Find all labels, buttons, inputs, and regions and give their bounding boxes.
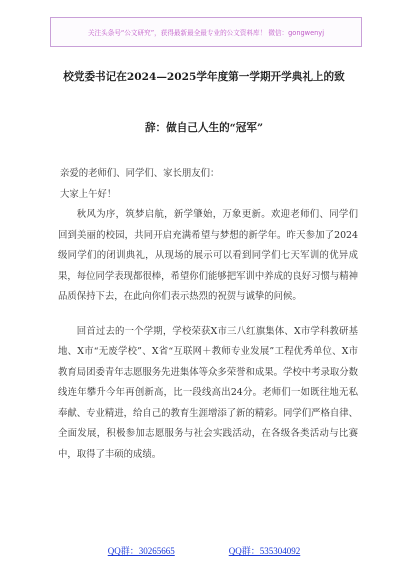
document-title-line-1: 校党委书记在2024—2025学年度第一学期开学典礼上的致 <box>63 71 345 83</box>
body-paragraph: 回首过去的一个学期，学校荣获X市三八红旗集体、X市学科教研基地、X市“无废学校”、X省“互联网＋教师专业发展”工程优秀单位、X市教育局团委青年志愿服务先进集体等众多荣誉和成果。学校中考录取分数线连年攀升今年再创新高，比一段线高出24分。老师们一如既往地无私奉献、专业精进，给自己的教育生涯增添了新的精彩。同学们严格自律、全面发展，积极参加志愿服务与社会实践活动，在各级各类活动与比赛中，取得了丰硕的成绩。 <box>58 325 359 460</box>
qq-group-link-1[interactable]: QQ群：30265665 <box>107 546 175 556</box>
salutation-line: 大家上午好！ <box>60 188 117 200</box>
promo-header-banner <box>50 17 362 47</box>
promo-header-text: 关注头条号“公文研究”，获得最新最全最专业的公文资料库！ 微信：gongwenyj <box>87 29 325 37</box>
body-paragraph: 秋风为序，筑梦启航，新学肇始，万象更新。欢迎老师们、同学们回到美丽的校园，共同开启充满希望与梦想的新学年。昨天参加了2024级同学们的闭训典礼，从现场的展示可以看到同学们七天军训的优异成果，每位同学表现都很棒，希望你们能够把军训中养成的良好习惯与精神品质保持下去，在此向你们表示热烈的祝贺与诚挚的问候。 <box>58 209 359 302</box>
footer-contact <box>0 544 408 557</box>
document-body <box>58 164 358 465</box>
qq-group-link-2[interactable]: QQ群：535304092 <box>228 546 301 556</box>
document-title-line-2: 辞：做自己人生的“冠军” <box>144 122 264 134</box>
greeting-line: 亲爱的老师们、同学们、家长朋友们： <box>60 168 220 179</box>
